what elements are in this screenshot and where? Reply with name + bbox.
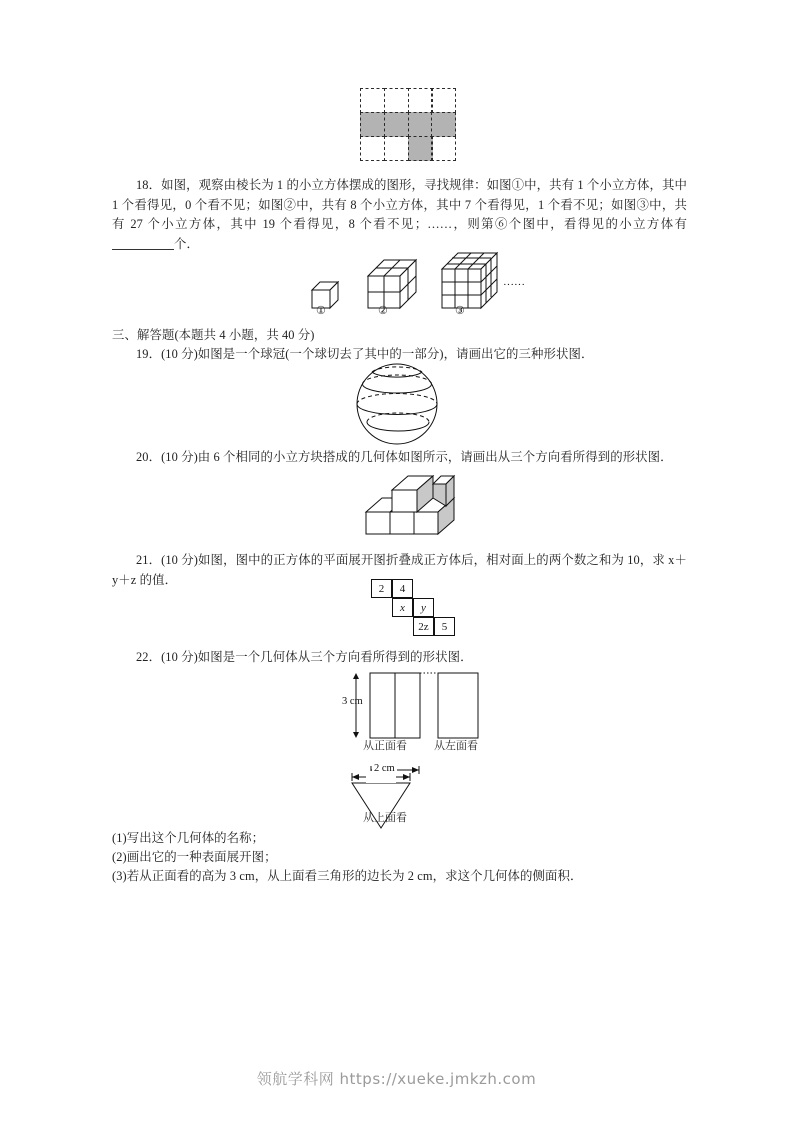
question-18-body: 18．如图，观察由棱长为 1 的小立方体摆成的图形，寻找规律：如图①中，共有 1 个小立方体，其中 1 个看得见，0 个看不见；如图②中，共有 8 个小立方体，其中 7 个看得见，1 个看不见；如图③中，共有 27 个小立方体，其中 19 个看得见，8 个看不见；……，则第⑥个图中，看得见的小立方体有	[112, 178, 687, 231]
net-cell-5: 2z	[413, 617, 434, 636]
cube-figures-svg	[300, 252, 525, 322]
grid-cell	[384, 136, 409, 161]
grid-cell	[408, 88, 433, 113]
grid-cell	[431, 88, 456, 113]
question-20-text: 20．(10 分)由 6 个相同的小立方块搭成的几何体如图所示，请画出从三个方向看所得到的形状图．	[136, 450, 673, 464]
net-cell-6: 5	[434, 617, 455, 636]
question-22-sub-3: (3)若从正面看的高为 3 cm，从上面看三角形的边长为 2 cm，求这个几何体的侧面积．	[112, 869, 583, 883]
cube-3x3x3	[442, 253, 497, 308]
net-cell-4-label: y	[421, 601, 426, 614]
height-arrow-up	[353, 673, 359, 679]
height-dimension-label: 3 cm	[342, 696, 363, 707]
six-cube-solid-figure	[352, 476, 477, 542]
net-cell-3-label: x	[400, 601, 405, 614]
question-22-sub-2: (2)画出它的一种表面展开图；	[112, 850, 277, 864]
six-cube-solid-svg	[352, 476, 477, 542]
question-22-text: 22．(10 分)如图是一个几何体从三个方向看所得到的形状图．	[136, 650, 473, 664]
net-cell-2: 4	[392, 579, 413, 598]
grid-cell	[384, 88, 409, 113]
top-width-arrow-right	[403, 774, 410, 780]
figure-label-1: ①	[316, 305, 326, 317]
grid-cell	[360, 88, 385, 113]
top-view-label: 从上面看	[363, 812, 407, 824]
section-ellipse-front-2	[357, 404, 437, 415]
grid-cell	[431, 136, 456, 161]
dashed-grid-figure	[361, 89, 456, 160]
width-arrow-right	[412, 767, 419, 773]
grid-row-1	[361, 89, 456, 113]
grid-cell-shaded	[408, 112, 433, 137]
height-arrow-down	[353, 732, 359, 738]
grid-row-2	[361, 113, 456, 137]
net-cell-4	[413, 598, 434, 617]
net-cell-3	[392, 598, 413, 617]
cube-2x2x2	[368, 260, 416, 308]
grid-cell-shaded	[408, 136, 433, 161]
bottom-cube-front-3	[414, 512, 438, 534]
grid-row-3	[361, 136, 456, 160]
figure-label-2: ②	[378, 305, 388, 317]
section-ellipse-front-1	[363, 384, 432, 393]
front-view-label: 从正面看	[363, 740, 407, 752]
section-ellipse-back-2	[357, 394, 437, 405]
question-18-text	[112, 176, 687, 254]
section-ellipse-front-3	[367, 422, 429, 431]
question-18-tail: 个．	[174, 236, 199, 251]
section-ellipse-back-1	[363, 375, 432, 384]
bottom-cube-front-2	[390, 512, 414, 534]
top-width-arrow-left	[352, 774, 359, 780]
width-dimension-label: 2 cm	[374, 763, 395, 774]
question-19-text: 19．(10 分)如图是一个球冠(一个球切去了其中的一部分)，请画出它的三种形状图．	[136, 347, 594, 361]
figure-label-3: ③	[455, 305, 465, 317]
left-view-label: 从左面看	[434, 740, 478, 752]
figure-ellipsis: ······	[503, 279, 525, 291]
footer-watermark: 领航学科网 https://xueke.jmkzh.com	[256, 1070, 537, 1088]
cube-figures	[300, 252, 525, 322]
bottom-cube-front-1	[366, 512, 390, 534]
grid-cell-shaded	[360, 112, 385, 137]
net-cell-1: 2	[371, 579, 392, 598]
question-22-sub-1: (1)写出这个几何体的名称；	[112, 831, 265, 845]
sphere-outline	[357, 364, 437, 444]
sphere-figure	[350, 360, 445, 448]
grid-cell-shaded	[431, 112, 456, 137]
top-cube-front	[392, 490, 417, 512]
section-3-heading: 三、解答题(本题共 4 小题，共 40 分)	[112, 328, 315, 342]
question-21-text: 21．(10 分)如图，图中的正方体的平面展开图折叠成正方体后，相对面上的两个数之和为 10，求 x＋y＋z 的值．	[112, 553, 687, 587]
sphere-svg	[350, 360, 445, 448]
answer-blank	[112, 237, 174, 250]
left-view-rect	[438, 673, 478, 738]
grid-cell	[360, 136, 385, 161]
grid-cell-shaded	[384, 112, 409, 137]
